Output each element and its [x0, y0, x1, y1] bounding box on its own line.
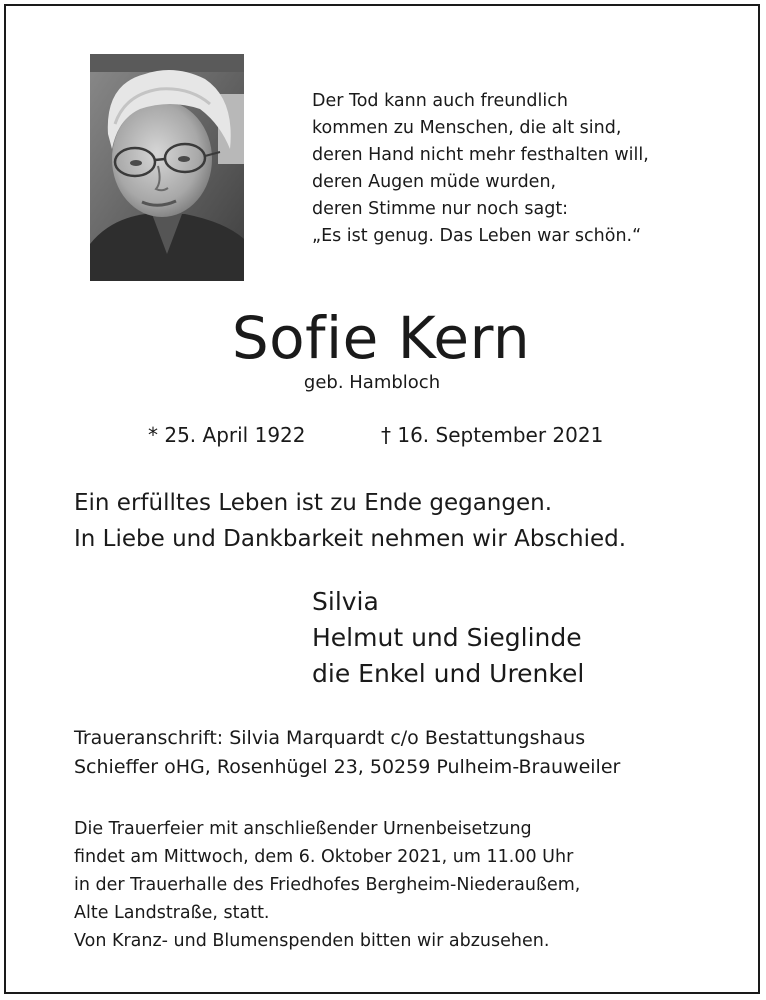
- mourner-line: Helmut und Sieglinde: [312, 623, 582, 652]
- closing-text: [74, 485, 626, 557]
- service-line: findet am Mittwoch, dem 6. Oktober 2021, um 11.00 Uhr: [74, 847, 574, 867]
- funeral-service-info: [74, 815, 580, 955]
- maiden-name: geb. Hambloch: [303, 372, 441, 393]
- service-line: Alte Landstraße, statt.: [74, 903, 270, 923]
- death-date: † 16. September 2021: [381, 423, 604, 447]
- portrait-photo: [90, 54, 244, 281]
- maiden-name-block: [0, 369, 766, 397]
- mourning-address: [74, 724, 620, 782]
- poem-line: deren Augen müde wurden,: [312, 172, 557, 192]
- poem-line: Der Tod kann auch freundlich: [312, 91, 568, 111]
- poem-line: deren Hand nicht mehr festhalten will,: [312, 145, 649, 165]
- closing-line: In Liebe und Dankbarkeit nehmen wir Abschied.: [74, 526, 627, 552]
- deceased-name: Sofie Kern: [231, 304, 531, 372]
- poem-line: „Es ist genug. Das Leben war schön.“: [312, 226, 642, 246]
- deceased-name-block: [0, 300, 766, 376]
- service-line: Die Trauerfeier mit anschließender Urnenbeisetzung: [74, 819, 532, 839]
- address-line: Traueranschrift: Silvia Marquardt c/o Bestattungshaus: [74, 727, 586, 749]
- poem-line: deren Stimme nur noch sagt:: [312, 199, 569, 219]
- service-line: Von Kranz- und Blumenspenden bitten wir abzusehen.: [74, 931, 550, 951]
- birth-date: * 25. April 1922: [148, 423, 306, 447]
- closing-line: Ein erfülltes Leben ist zu Ende gegangen.: [74, 490, 553, 516]
- mourners-list: [312, 584, 584, 692]
- address-line: Schieffer oHG, Rosenhügel 23, 50259 Pulheim-Brauweiler: [74, 756, 621, 778]
- poem: [312, 88, 732, 250]
- service-line: in der Trauerhalle des Friedhofes Bergheim-Niederaußem,: [74, 875, 581, 895]
- poem-line: kommen zu Menschen, die alt sind,: [312, 118, 622, 138]
- mourner-line: Silvia: [312, 587, 379, 616]
- mourner-line: die Enkel und Urenkel: [312, 659, 585, 688]
